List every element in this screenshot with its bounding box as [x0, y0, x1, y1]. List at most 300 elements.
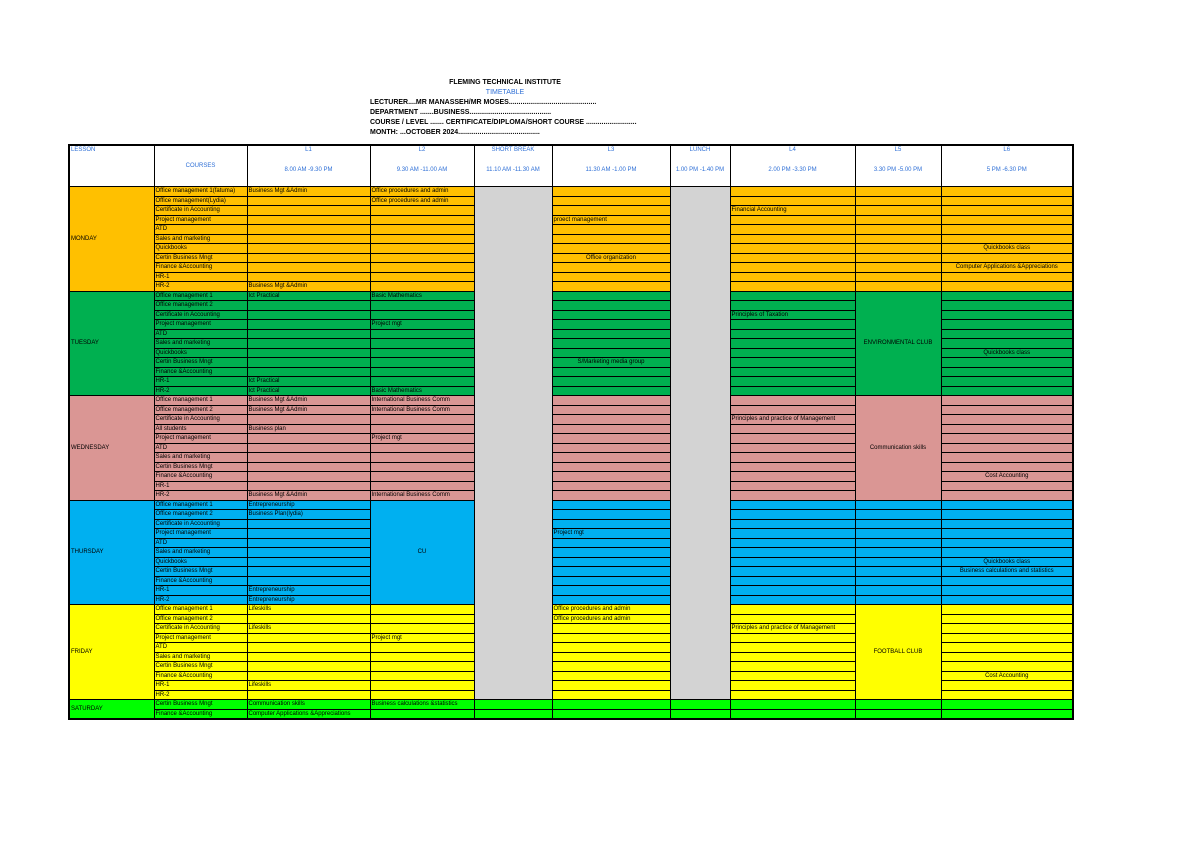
l4-cell — [730, 472, 855, 482]
l2-cell — [370, 472, 474, 482]
l6-cell — [941, 652, 1073, 662]
course-name: Certin Business Mngt — [154, 567, 247, 577]
l4-cell — [730, 339, 855, 349]
l4-cell — [730, 510, 855, 520]
timetable-title: TIMETABLE — [485, 89, 525, 96]
l4-cell — [730, 301, 855, 311]
l6-cell — [941, 481, 1073, 491]
l5-cell — [855, 244, 941, 254]
course-name: Office management 2 — [154, 405, 247, 415]
l1-cell — [247, 253, 370, 263]
l3-cell — [552, 662, 670, 672]
l4-cell — [730, 320, 855, 330]
l1-cell: Business Plan(lydia) — [247, 510, 370, 520]
table-row — [69, 576, 1073, 586]
l5-merged-cell: FOOTBALL CLUB — [855, 605, 941, 700]
l4-cell — [730, 633, 855, 643]
l6-cell — [941, 234, 1073, 244]
day-label: MONDAY — [69, 187, 154, 292]
l6-cell — [941, 643, 1073, 653]
l2-cell: International Business Comm — [370, 491, 474, 501]
l2-cell — [370, 367, 474, 377]
l1-cell — [247, 272, 370, 282]
l2-cell: Business calculations &statistics — [370, 700, 474, 710]
l1-cell — [247, 320, 370, 330]
l4-cell: Principles of Taxation — [730, 310, 855, 320]
course-name: Sales and marketing — [154, 234, 247, 244]
l5-cell — [855, 567, 941, 577]
course-name: Finance &Accounting — [154, 671, 247, 681]
l1-cell — [247, 690, 370, 700]
school-name: FLEMING TECHNICAL INSTITUTE — [449, 79, 561, 86]
course-name: Project management — [154, 320, 247, 330]
l6-cell: Cost Accounting — [941, 472, 1073, 482]
l6-cell — [941, 206, 1073, 216]
courses-header: COURSES — [154, 145, 247, 187]
l4-cell — [730, 519, 855, 529]
l6-cell — [941, 424, 1073, 434]
course-name: Quickbooks — [154, 244, 247, 254]
l1-cell — [247, 225, 370, 235]
l4-cell — [730, 196, 855, 206]
l1-cell — [247, 462, 370, 472]
l1-cell: Computer Applications &Appreciations — [247, 709, 370, 719]
l5-cell — [855, 548, 941, 558]
l2-cell: Basic Mathematics — [370, 386, 474, 396]
l3-cell — [552, 234, 670, 244]
l2-cell — [370, 234, 474, 244]
l6-cell — [941, 548, 1073, 558]
l3-cell — [552, 548, 670, 558]
course-name: Office management 1 — [154, 605, 247, 615]
l3-cell: Office procedures and admin — [552, 614, 670, 624]
l6-cell — [941, 339, 1073, 349]
l4-cell — [730, 595, 855, 605]
l3-cell — [552, 557, 670, 567]
l1-cell: Business Mgt &Admin — [247, 405, 370, 415]
l6-cell — [941, 690, 1073, 700]
l1-cell — [247, 367, 370, 377]
course-name: ATD — [154, 538, 247, 548]
table-row — [69, 519, 1073, 529]
l4-cell — [730, 662, 855, 672]
l3-cell: S/Marketing media group — [552, 358, 670, 368]
l4-cell — [730, 329, 855, 339]
table-row — [69, 510, 1073, 520]
l2-cell — [370, 377, 474, 387]
l1-cell: Entrepreneurship — [247, 595, 370, 605]
l1-cell — [247, 206, 370, 216]
l1-cell — [247, 443, 370, 453]
l4-cell — [730, 424, 855, 434]
l4-cell — [730, 244, 855, 254]
course-name: ATD — [154, 443, 247, 453]
table-row — [69, 595, 1073, 605]
l4-cell — [730, 253, 855, 263]
l2-cell — [370, 358, 474, 368]
l1-cell — [247, 529, 370, 539]
l2-cell: Project mgt — [370, 320, 474, 330]
course-name: Finance &Accounting — [154, 576, 247, 586]
l3-cell — [552, 586, 670, 596]
lunch-cell — [670, 709, 730, 719]
l4-cell — [730, 434, 855, 444]
l3-cell — [552, 633, 670, 643]
table-row — [69, 529, 1073, 539]
l4-cell — [730, 538, 855, 548]
l3-cell — [552, 272, 670, 282]
course-name: HR-2 — [154, 690, 247, 700]
l1-cell — [247, 472, 370, 482]
l3-cell — [552, 415, 670, 425]
l1-cell: Business Mgt &Admin — [247, 491, 370, 501]
lecturer-line: LECTURER....MR MANASSEH/MR MOSES............................................. — [370, 99, 597, 106]
l2-cell — [370, 681, 474, 691]
l4-cell — [730, 614, 855, 624]
l1-cell — [247, 614, 370, 624]
table-row — [69, 709, 1073, 719]
lunch-column — [670, 187, 730, 700]
l2-cell: Basic Mathematics — [370, 291, 474, 301]
l5-cell — [855, 272, 941, 282]
l3-cell — [552, 291, 670, 301]
l6-cell: Cost Accounting — [941, 671, 1073, 681]
table-row — [69, 196, 1073, 206]
l3-cell — [552, 320, 670, 330]
l4-cell — [730, 348, 855, 358]
l6-cell — [941, 462, 1073, 472]
l2-cell — [370, 424, 474, 434]
course-name: Office management 1 — [154, 396, 247, 406]
l2-cell — [370, 662, 474, 672]
l6-cell — [941, 282, 1073, 292]
l4-cell — [730, 709, 855, 719]
course-name: Certin Business Mngt — [154, 700, 247, 710]
l2-cell — [370, 624, 474, 634]
l4-cell — [730, 215, 855, 225]
l6-cell: Quickbooks class — [941, 348, 1073, 358]
l3-cell — [552, 282, 670, 292]
l1-cell — [247, 633, 370, 643]
course-name: Certin Business Mngt — [154, 662, 247, 672]
l6-cell — [941, 434, 1073, 444]
l5-cell — [855, 196, 941, 206]
l5-cell — [855, 709, 941, 719]
course-name: Quickbooks — [154, 348, 247, 358]
l5-cell — [855, 215, 941, 225]
l1-cell: Business Mgt &Admin — [247, 396, 370, 406]
course-name: HR-2 — [154, 491, 247, 501]
l3-cell — [552, 576, 670, 586]
l2-cell — [370, 453, 474, 463]
l6-cell — [941, 624, 1073, 634]
l6-cell — [941, 320, 1073, 330]
l1-cell — [247, 481, 370, 491]
l6-cell — [941, 576, 1073, 586]
l6-cell — [941, 329, 1073, 339]
l6-cell — [941, 396, 1073, 406]
l6-cell — [941, 586, 1073, 596]
l1-cell — [247, 348, 370, 358]
course-name: Office management 2 — [154, 614, 247, 624]
month-line: MONTH: ...OCTOBER 2024.......................................... — [370, 129, 540, 136]
l5-cell — [855, 282, 941, 292]
l6-cell — [941, 187, 1073, 197]
table-row — [69, 500, 1073, 510]
l6-cell — [941, 215, 1073, 225]
l6-cell — [941, 196, 1073, 206]
l2-cell — [370, 462, 474, 472]
l4-cell — [730, 643, 855, 653]
l2-cell: Office procedures and admin — [370, 187, 474, 197]
l2-cell — [370, 643, 474, 653]
l1-cell: Business Mgt &Admin — [247, 187, 370, 197]
l4-cell — [730, 234, 855, 244]
l3-cell — [552, 301, 670, 311]
l3-cell — [552, 405, 670, 415]
l2-cell — [370, 339, 474, 349]
table-row — [69, 548, 1073, 558]
course-name: Certificate in Accounting — [154, 519, 247, 529]
l3-cell — [552, 510, 670, 520]
short-break-header: SHORT BREAK 11.10 AM -11.30 AM — [474, 145, 552, 187]
l6-cell — [941, 386, 1073, 396]
l3-cell — [552, 690, 670, 700]
l1-cell: Ict Practical — [247, 377, 370, 387]
l3-cell — [552, 377, 670, 387]
table-row — [69, 206, 1073, 216]
l2-cell: Project mgt — [370, 434, 474, 444]
l1-cell — [247, 567, 370, 577]
l6-cell — [941, 453, 1073, 463]
l3-cell — [552, 424, 670, 434]
table-row — [69, 215, 1073, 225]
l5-cell — [855, 225, 941, 235]
l1-header: L1 8.00 AM -9.30 PM — [247, 145, 370, 187]
l3-cell — [552, 671, 670, 681]
l6-cell — [941, 595, 1073, 605]
course-level-line: COURSE / LEVEL ....... CERTIFICATE/DIPLOMA/SHORT COURSE .......................... — [370, 119, 637, 126]
l6-cell — [941, 538, 1073, 548]
l1-cell: Ict Practical — [247, 291, 370, 301]
l1-cell: Lifeskills — [247, 681, 370, 691]
l1-cell — [247, 358, 370, 368]
l4-cell — [730, 358, 855, 368]
lunch-cell — [670, 700, 730, 710]
l3-cell — [552, 709, 670, 719]
l3-cell: Project mgt — [552, 529, 670, 539]
l1-cell — [247, 662, 370, 672]
l4-cell — [730, 548, 855, 558]
l4-cell — [730, 652, 855, 662]
l6-cell — [941, 443, 1073, 453]
l5-cell — [855, 500, 941, 510]
table-row — [69, 700, 1073, 710]
lesson-header: LESSON — [69, 145, 154, 187]
table-row — [69, 253, 1073, 263]
l4-cell: Financial Accounting — [730, 206, 855, 216]
l6-cell: Quickbooks class — [941, 244, 1073, 254]
l3-cell — [552, 339, 670, 349]
l2-cell: Office procedures and admin — [370, 196, 474, 206]
timetable-body — [69, 187, 1073, 720]
course-name: Office management 2 — [154, 510, 247, 520]
l6-cell: Business calculations and statistics — [941, 567, 1073, 577]
day-label: SATURDAY — [69, 700, 154, 720]
l2-cell — [370, 225, 474, 235]
l6-header: L6 5 PM -6.30 PM — [941, 145, 1073, 187]
course-name: ATD — [154, 225, 247, 235]
l1-cell: Business plan — [247, 424, 370, 434]
l2-cell — [370, 652, 474, 662]
l3-cell: Office procedures and admin — [552, 605, 670, 615]
l2-cell — [370, 263, 474, 273]
l3-cell — [552, 652, 670, 662]
l4-cell: Principles and practice of Management — [730, 624, 855, 634]
course-name: Sales and marketing — [154, 453, 247, 463]
l4-cell: Principles and practice of Management — [730, 415, 855, 425]
l1-cell — [247, 643, 370, 653]
l1-cell — [247, 310, 370, 320]
l4-cell — [730, 386, 855, 396]
l5-cell — [855, 234, 941, 244]
course-name: HR-2 — [154, 282, 247, 292]
l6-cell — [941, 614, 1073, 624]
l1-cell — [247, 244, 370, 254]
course-name: HR-2 — [154, 595, 247, 605]
l4-cell — [730, 605, 855, 615]
l6-cell — [941, 700, 1073, 710]
table-row — [69, 263, 1073, 273]
l5-cell — [855, 586, 941, 596]
course-name: Office management 1 — [154, 291, 247, 301]
l2-cell — [370, 605, 474, 615]
document-header — [370, 78, 790, 138]
table-row — [69, 282, 1073, 292]
course-name: HR-1 — [154, 272, 247, 282]
l4-cell — [730, 529, 855, 539]
course-name: Certin Business Mngt — [154, 253, 247, 263]
l6-cell — [941, 253, 1073, 263]
l4-cell — [730, 291, 855, 301]
l6-cell — [941, 491, 1073, 501]
l6-cell — [941, 519, 1073, 529]
l5-cell — [855, 519, 941, 529]
course-name: HR-2 — [154, 386, 247, 396]
l3-cell — [552, 567, 670, 577]
l2-cell — [370, 206, 474, 216]
course-name: HR-1 — [154, 586, 247, 596]
l1-cell — [247, 652, 370, 662]
l1-cell — [247, 519, 370, 529]
l6-cell — [941, 358, 1073, 368]
l6-cell — [941, 310, 1073, 320]
l3-cell — [552, 263, 670, 273]
l3-cell — [552, 206, 670, 216]
course-name: Project management — [154, 215, 247, 225]
l6-cell — [941, 272, 1073, 282]
course-name: HR-1 — [154, 377, 247, 387]
table-row — [69, 605, 1073, 615]
l3-cell — [552, 472, 670, 482]
lunch-header: LUNCH 1.00 PM -1.40 PM — [670, 145, 730, 187]
course-name: Project management — [154, 434, 247, 444]
l5-cell — [855, 206, 941, 216]
l4-cell — [730, 225, 855, 235]
l6-cell — [941, 605, 1073, 615]
l3-cell — [552, 453, 670, 463]
table-row — [69, 244, 1073, 254]
course-name: Certificate in Accounting — [154, 624, 247, 634]
l3-cell — [552, 443, 670, 453]
l3-cell — [552, 225, 670, 235]
l3-cell — [552, 244, 670, 254]
l2-cell: International Business Comm — [370, 396, 474, 406]
l4-cell — [730, 367, 855, 377]
l4-cell — [730, 681, 855, 691]
timetable-grid — [68, 144, 1074, 720]
course-name: Certin Business Mngt — [154, 358, 247, 368]
l3-cell: proect management — [552, 215, 670, 225]
l4-cell — [730, 187, 855, 197]
l4-cell — [730, 491, 855, 501]
l3-cell — [552, 348, 670, 358]
l6-cell — [941, 405, 1073, 415]
l5-cell — [855, 538, 941, 548]
l4-cell — [730, 586, 855, 596]
course-name: ATD — [154, 643, 247, 653]
l2-cell — [370, 272, 474, 282]
course-name: Certificate in Accounting — [154, 310, 247, 320]
l3-cell — [552, 310, 670, 320]
table-row — [69, 567, 1073, 577]
l6-cell — [941, 500, 1073, 510]
l4-cell — [730, 272, 855, 282]
short-break-cell — [474, 709, 552, 719]
course-name: ATD — [154, 329, 247, 339]
l3-cell — [552, 681, 670, 691]
course-name: HR-1 — [154, 481, 247, 491]
l2-cell — [370, 329, 474, 339]
l1-cell: Lifeskills — [247, 605, 370, 615]
l1-cell — [247, 557, 370, 567]
l3-cell — [552, 519, 670, 529]
course-name: Office management 2 — [154, 301, 247, 311]
l4-cell — [730, 557, 855, 567]
l4-cell — [730, 263, 855, 273]
course-name: Finance &Accounting — [154, 263, 247, 273]
day-label: WEDNESDAY — [69, 396, 154, 501]
l2-cell — [370, 415, 474, 425]
table-row — [69, 225, 1073, 235]
table-row — [69, 291, 1073, 301]
table-row — [69, 538, 1073, 548]
l3-cell — [552, 491, 670, 501]
l1-cell — [247, 263, 370, 273]
course-name: HR-1 — [154, 681, 247, 691]
l6-cell: Quickbooks class — [941, 557, 1073, 567]
l1-cell — [247, 434, 370, 444]
l6-cell — [941, 301, 1073, 311]
course-name: Project management — [154, 529, 247, 539]
day-label: TUESDAY — [69, 291, 154, 396]
l3-cell — [552, 538, 670, 548]
l6-cell — [941, 367, 1073, 377]
l1-cell — [247, 453, 370, 463]
course-name: All students — [154, 424, 247, 434]
l1-cell — [247, 339, 370, 349]
l4-cell — [730, 671, 855, 681]
